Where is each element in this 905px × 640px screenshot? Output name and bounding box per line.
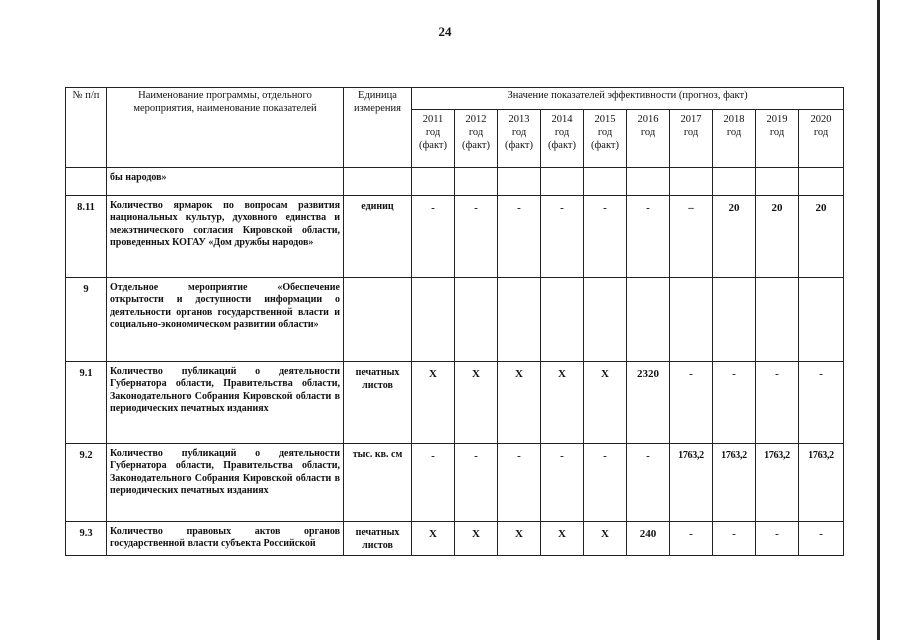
value-cell: 240 [627,522,670,556]
value-cell [756,168,799,196]
value-cell: - [412,196,455,278]
header-num: № п/п [66,88,107,168]
year-header [799,110,844,168]
value-cell [670,278,713,362]
value-cell: - [412,444,455,522]
year-header [455,110,498,168]
page-edge-rule [877,0,880,640]
value-cell [412,168,455,196]
year-header [584,110,627,168]
value-cell: 2320 [627,362,670,444]
row-number: 9.3 [66,522,107,556]
header-unit: Единица измерения [344,88,412,168]
year-header-line2: год [511,127,527,138]
value-cell: - [498,196,541,278]
value-cell: 1763,2 [756,444,799,522]
value-cell: - [799,522,844,556]
row-name: Количество публикаций о деятельности Губернатора области, Правительства области, Законодательного Собрания Кировской области в периодических печатных изданиях [107,444,344,522]
value-cell: - [541,444,584,522]
year-header-line2: год [468,127,484,138]
value-cell [498,168,541,196]
value-cell [799,168,844,196]
year-header-year: 2012 [465,114,487,125]
value-cell [670,168,713,196]
year-header-line2: год [640,127,656,138]
row-name: Количество ярмарок по вопросам развития национальных культур, духовного единства и межэтнического согласия Кировской области, проведенных КОГАУ «Дом дружбы народов» [107,196,344,278]
row-number: 8.11 [66,196,107,278]
value-cell [756,278,799,362]
value-cell: 20 [756,196,799,278]
value-cell: - [584,196,627,278]
value-cell: X [412,362,455,444]
value-cell: - [455,444,498,522]
value-cell [627,278,670,362]
value-cell: X [455,522,498,556]
table-row [66,168,844,196]
year-header-line2: год [683,127,699,138]
year-header-year: 2017 [680,114,702,125]
table-row [66,444,844,522]
year-header-year: 2015 [594,114,616,125]
value-cell: - [713,362,756,444]
year-header-line2: год [769,127,785,138]
row-unit: печатных листов [344,522,412,556]
row-number: 9.2 [66,444,107,522]
value-cell [584,168,627,196]
year-header-line3: (факт) [547,140,576,151]
value-cell [799,278,844,362]
year-header [498,110,541,168]
value-cell: X [412,522,455,556]
value-cell: X [498,522,541,556]
value-cell: – [670,196,713,278]
year-header [627,110,670,168]
year-header-line2: год [597,127,613,138]
row-name: Количество публикаций о деятельности Губернатора области, Правительства области, Законодательного Собрания Кировской области в периодических печатных изданиях [107,362,344,444]
year-header-year: 2020 [810,114,832,125]
year-header-year: 2011 [422,114,444,125]
year-header [756,110,799,168]
row-unit: печатных листов [344,362,412,444]
row-unit: единиц [344,196,412,278]
year-header-year: 2018 [723,114,745,125]
row-unit [344,278,412,362]
year-header-year: 2019 [766,114,788,125]
header-name: Наименование программы, отдельного мероприятия, наименование показателей [107,88,344,168]
value-cell: X [541,522,584,556]
value-cell: - [756,362,799,444]
value-cell: - [670,362,713,444]
value-cell [713,278,756,362]
value-cell [455,168,498,196]
year-header-line2: год [813,127,829,138]
year-header [412,110,455,168]
row-name: бы народов» [107,168,344,196]
year-header-year: 2016 [637,114,659,125]
value-cell: - [756,522,799,556]
year-header [713,110,756,168]
value-cell: - [799,362,844,444]
row-name: Отдельное мероприятие «Обеспечение открытости и доступности информации о деятельности органов государственной власти и социально-экономическом развитии области» [107,278,344,362]
indicators-table [65,87,844,556]
table-row [66,522,844,556]
value-cell: X [541,362,584,444]
value-cell: X [584,522,627,556]
value-cell: - [455,196,498,278]
value-cell: - [670,522,713,556]
value-cell: - [584,444,627,522]
year-header-line2: год [554,127,570,138]
value-cell [584,278,627,362]
year-header-line2: год [726,127,742,138]
value-cell: X [455,362,498,444]
page-number: 24 [438,24,452,39]
table-row [66,362,844,444]
year-header-line3: (факт) [504,140,533,151]
table-row [66,278,844,362]
year-header-line3: (факт) [590,140,619,151]
year-header-line3: (факт) [418,140,447,151]
row-unit [344,168,412,196]
value-cell: X [584,362,627,444]
value-cell: 20 [713,196,756,278]
value-cell: 1763,2 [713,444,756,522]
value-cell [455,278,498,362]
value-cell: - [713,522,756,556]
row-name: Количество правовых актов органов государственной власти субъекта Российской [107,522,344,556]
value-cell: - [627,196,670,278]
row-number [66,168,107,196]
value-cell: 1763,2 [670,444,713,522]
value-cell [541,278,584,362]
value-cell: - [498,444,541,522]
value-cell [498,278,541,362]
row-number: 9.1 [66,362,107,444]
value-cell: X [498,362,541,444]
value-cell: - [541,196,584,278]
value-cell [713,168,756,196]
year-header [541,110,584,168]
row-unit: тыс. кв. см [344,444,412,522]
value-cell [627,168,670,196]
year-header-line2: год [425,127,441,138]
row-number: 9 [66,278,107,362]
value-cell: 20 [799,196,844,278]
year-header-year: 2013 [508,114,530,125]
value-cell: 1763,2 [799,444,844,522]
value-cell: - [627,444,670,522]
header-values: Значение показателей эффективности (прогноз, факт) [412,88,844,110]
value-cell [412,278,455,362]
year-header [670,110,713,168]
year-header-year: 2014 [551,114,573,125]
value-cell [541,168,584,196]
year-header-line3: (факт) [461,140,490,151]
table-row [66,196,844,278]
